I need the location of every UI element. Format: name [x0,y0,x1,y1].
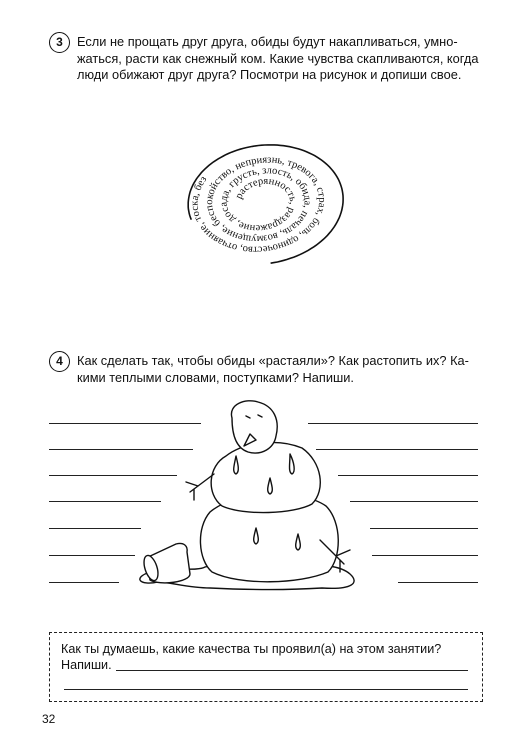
task-4-line-2: кими теплыми словами, поступками? Напиши. [77,369,354,385]
snowman-middle [211,442,320,512]
answer-line-left-6[interactable] [49,555,135,556]
summary-answer-line-2[interactable] [64,689,468,690]
answer-line-left-7[interactable] [49,582,119,583]
feelings-spiral [140,100,390,305]
summary-write-label: Напиши. [61,658,112,672]
task-3-line-2: жаться, расти как снежный ком. Какие чувства скапливаются, когда [77,50,479,66]
twig-arm-left [186,474,214,500]
task-3-number: 3 [49,32,70,53]
task-3-line-3: люди обижают друг друга? Посмотри на рисунок и допиши свое. [77,67,462,82]
answer-line-right-7[interactable] [398,582,478,583]
task-4-number: 4 [49,351,70,372]
spiral-text [140,100,327,255]
task-4-text [77,353,469,386]
task-3-text [77,34,478,84]
snowman-head [231,401,277,453]
summary-answer-line-1[interactable] [116,670,468,671]
task-3-line-1: Если не прощать друг друга, обиды будут накапливаться, умно- [77,34,458,49]
page-number: 32 [42,712,56,726]
melting-snowman-illustration [125,400,395,605]
task-4-line-1: Как сделать так, чтобы обиды «растаяли»? Как растопить их? Ка- [77,353,469,368]
summary-box [49,632,483,702]
spiral-words: растерянность, раздражение, досада, грусть, злость, обида, печаль, возмущение, беспокойство, неприязнь, тревога, страх, боль, одиночество, отчаяние, тоска, без [189,154,328,255]
summary-question: Как ты думаешь, какие качества ты проявил(а) на этом занятии? [61,642,442,656]
